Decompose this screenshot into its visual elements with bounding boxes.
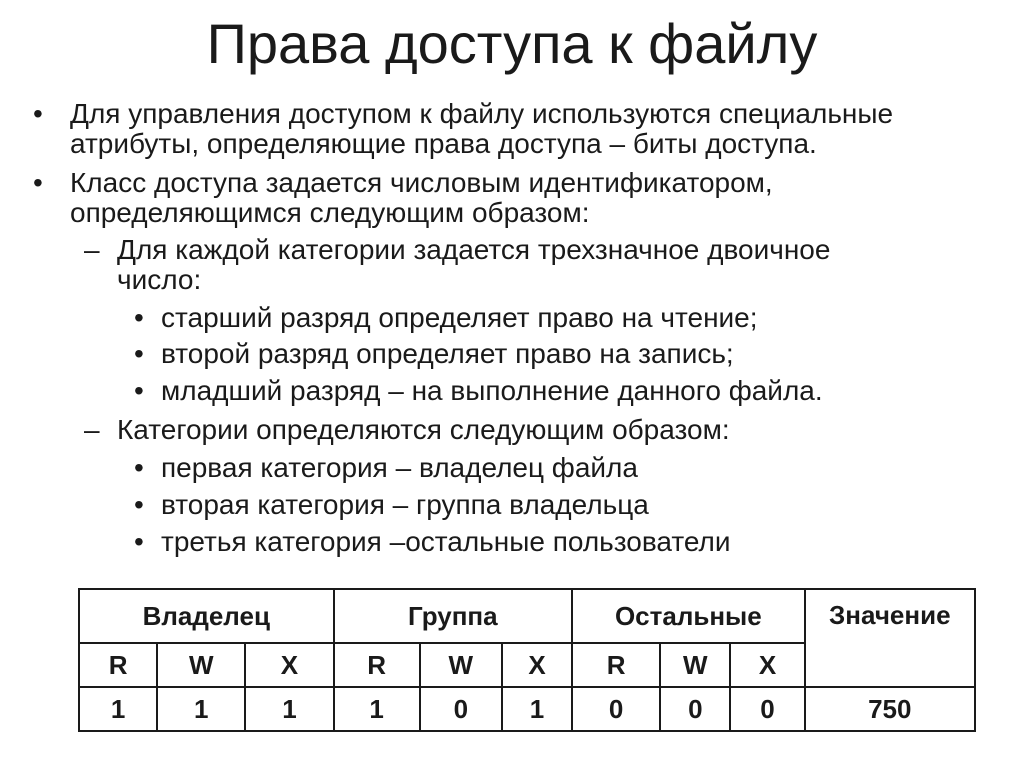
bit-label: W xyxy=(420,643,502,687)
bit-label: X xyxy=(502,643,572,687)
bit-label: R xyxy=(572,643,660,687)
dash-2: Категории определяются следующим образом: xyxy=(117,414,730,445)
sub-bullet-marker: • xyxy=(134,489,144,520)
bullet-marker: • xyxy=(33,98,43,129)
bit-value: 1 xyxy=(157,687,245,731)
result-value: 750 xyxy=(805,687,975,731)
bit-label: R xyxy=(334,643,420,687)
bit-label: W xyxy=(157,643,245,687)
bit-label: X xyxy=(730,643,804,687)
bullet-2-line-1: Класс доступа задается числовым идентификатором, xyxy=(70,167,773,198)
sub-bullet-6: третья категория –остальные пользователи xyxy=(161,526,731,557)
sub-bullet-3: младший разряд – на выполнение данного файла. xyxy=(161,375,823,406)
bit-value: 0 xyxy=(420,687,502,731)
access-bits-table xyxy=(78,588,976,732)
sub-bullet-5: вторая категория – группа владельца xyxy=(161,489,649,520)
sub-bullet-2: второй разряд определяет право на запись; xyxy=(161,338,734,369)
group-header: Группа xyxy=(334,589,573,643)
dash-marker: – xyxy=(84,234,100,265)
bullet-1-line-2: атрибуты, определяющие права доступа – биты доступа. xyxy=(70,128,817,159)
sub-bullet-marker: • xyxy=(134,452,144,483)
bit-value: 1 xyxy=(245,687,333,731)
owner-header: Владелец xyxy=(79,589,334,643)
bullet-2-line-2: определяющимся следующим образом: xyxy=(70,197,590,228)
table-header-row xyxy=(79,589,975,643)
bit-label: X xyxy=(245,643,333,687)
sub-bullet-marker: • xyxy=(134,338,144,369)
bit-value: 0 xyxy=(730,687,804,731)
bullet-1-line-1: Для управления доступом к файлу используются специальные xyxy=(70,98,894,129)
sub-bullet-1: старший разряд определяет право на чтение; xyxy=(161,302,758,333)
value-header: Значение xyxy=(805,589,975,687)
bullet-marker: • xyxy=(33,167,43,198)
bit-value: 1 xyxy=(334,687,420,731)
bit-value: 0 xyxy=(572,687,660,731)
sub-bullet-marker: • xyxy=(134,375,144,406)
dash-1-line-1: Для каждой категории задается трехзначное двоичное xyxy=(117,234,831,265)
slide-title: Права доступа к файлу xyxy=(206,12,818,75)
dash-1-line-2: число: xyxy=(117,264,202,295)
sub-bullet-4: первая категория – владелец файла xyxy=(161,452,638,483)
bit-label: R xyxy=(79,643,157,687)
dash-marker: – xyxy=(84,414,100,445)
bit-value: 1 xyxy=(502,687,572,731)
sub-bullet-marker: • xyxy=(134,526,144,557)
bit-value: 1 xyxy=(79,687,157,731)
bit-value: 0 xyxy=(660,687,730,731)
others-header: Остальные xyxy=(572,589,805,643)
sub-bullet-marker: • xyxy=(134,302,144,333)
bit-label: W xyxy=(660,643,730,687)
table-values-row xyxy=(79,687,975,731)
